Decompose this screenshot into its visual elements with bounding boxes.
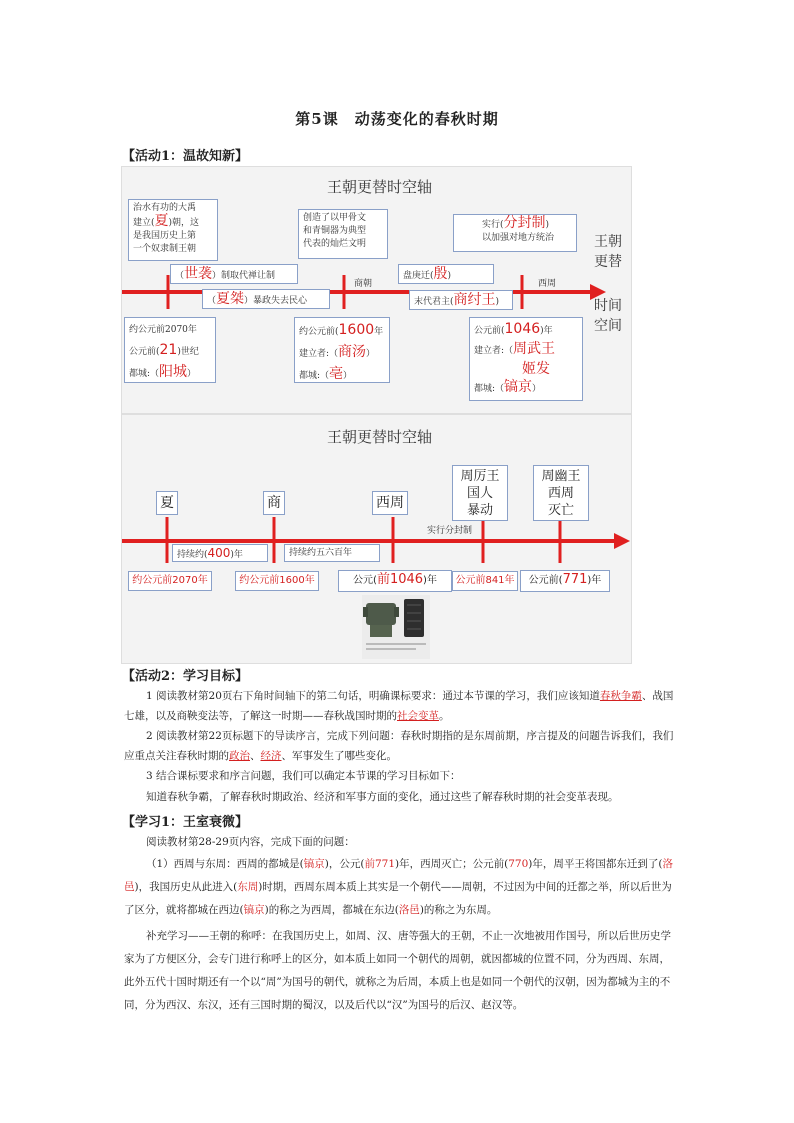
xiajie-box: （夏桀）暴政失去民心 (202, 289, 330, 309)
xia-description-box: 治水有功的大禹 建立(夏)朝，这 是我国历史上第 一个奴隶制王朝 (128, 199, 218, 261)
date-xia: 约公元前2070年 (128, 571, 212, 591)
study-1-heading: 【学习1：王室衰微】 (122, 815, 249, 830)
side-label-bottom: 时间 空间 (594, 298, 622, 334)
side-label-top: 王朝 更替 (594, 234, 622, 270)
xia-info-box: 约公元前2070年 公元前(21)世纪 都城:（阳城） (124, 317, 216, 383)
xizhou-node: 西周 (372, 491, 408, 515)
date-841: 公元前841年 (452, 571, 518, 591)
date-xizhou: 公元(前1046)年 (338, 570, 452, 592)
fengjian-label: 实行分封制 (427, 526, 473, 536)
page-title: 第5课 动荡变化的春秋时期 (295, 110, 499, 128)
shang-dynasty-label: 商朝 (354, 279, 373, 289)
fengjian-box: 实行(分封制) 以加强对地方统治 (453, 214, 577, 252)
shixi-box: （世袭）制取代禅让制 (170, 264, 298, 284)
panel-2-title: 王朝更替时空轴 (327, 428, 433, 446)
shang-info-box: 约公元前(1600年 建立者:（商汤） 都城:（亳） (294, 317, 390, 383)
timeline-panel-2 (121, 414, 632, 664)
duration-shang: 持续约五六百年 (284, 544, 380, 562)
xizhou-label: 西周 (538, 279, 557, 289)
shang-node: 商 (263, 491, 285, 515)
study-question-1: （1）西周与东周：西周的都城是(镐京)，公元(前771)年，西周灭亡；公元前(770)年，周平王将国都东迁到了(洛邑)，我国历史从此进入(东周)时期，西周东周本质上其实是一个朝代——周朝，不过因为中间的迁都之举，所以后世为了区分，就将都城在西边(镐京)的称之为西周，都城在东边(洛邑)的称之为东周。 (124, 858, 673, 916)
shang-culture-box: 创造了以甲骨文 和青铜器为典型 代表的灿烂文明 (298, 209, 388, 259)
date-771: 公元前(771)年 (520, 570, 610, 592)
modai-box: 末代君主(商纣王) (409, 290, 513, 310)
timeline-panel-1 (121, 166, 632, 414)
activity-1-heading: 【活动1：温故知新】 (122, 149, 249, 164)
li-node: 周厉王 国人 暴动 (452, 465, 508, 521)
pangeng-box: 盘庚迁(殷) (398, 264, 494, 284)
xia-node: 夏 (156, 491, 178, 515)
goal-paragraph-4: 知道春秋争霸，了解春秋时期政治、经济和军事方面的变化，通过这些了解春秋时期的社会变革表现。 (146, 791, 619, 803)
you-node: 周幽王 西周 灭亡 (533, 465, 589, 521)
panel-1-title: 王朝更替时空轴 (327, 178, 433, 196)
goal-paragraph-2: 2 阅读教材第22页标题下的导读序言，完成下列问题：春秋时期指的是东周前期，序言提及的问题告诉我们，我们应重点关注春秋时期的政治、经济、军事发生了哪些变化。 (124, 730, 674, 762)
goal-paragraph-3: 3 结合课标要求和序言问题，我们可以确定本节课的学习目标如下： (146, 770, 461, 782)
study-extra: 补充学习——王朝的称呼：在我国历史上，如周、汉、唐等强大的王朝，不止一次地被用作国号，所以后世历史学家为了方便区分，会专门进行称呼上的区分，如本质上如同一个朝代的周朝，就因都城的位置不同，分为西周、东周，此外五代十国时期还有一个以“周”为国号的朝代，就称之为后周，本质上也是如同一个朝代的汉朝，因为都城为主的不同，分为西汉、东汉，还有三国时期的蜀汉，以及后代以“汉”为国号的后汉、赵汉等。 (124, 930, 671, 1011)
zhou-info-box: 公元前(1046)年 建立者:（周武王 姬发 都城:（镐京） (469, 317, 583, 401)
goal-paragraph-1: 1 阅读教材第20页右下角时间轴下的第二句话，明确课标要求：通过本节课的学习，我们应该知道春秋争霸、战国七雄，以及商鞅变法等，了解这一时期——春秋战国时期的社会变革。 (124, 690, 674, 722)
date-shang: 约公元前1600年 (235, 571, 319, 591)
bronze-artifact-image (362, 595, 430, 659)
study-intro: 阅读教材第28-29页内容，完成下面的问题： (146, 836, 355, 848)
activity-2-heading: 【活动2：学习目标】 (122, 669, 249, 684)
duration-xia: 持续约(400)年 (172, 544, 268, 562)
